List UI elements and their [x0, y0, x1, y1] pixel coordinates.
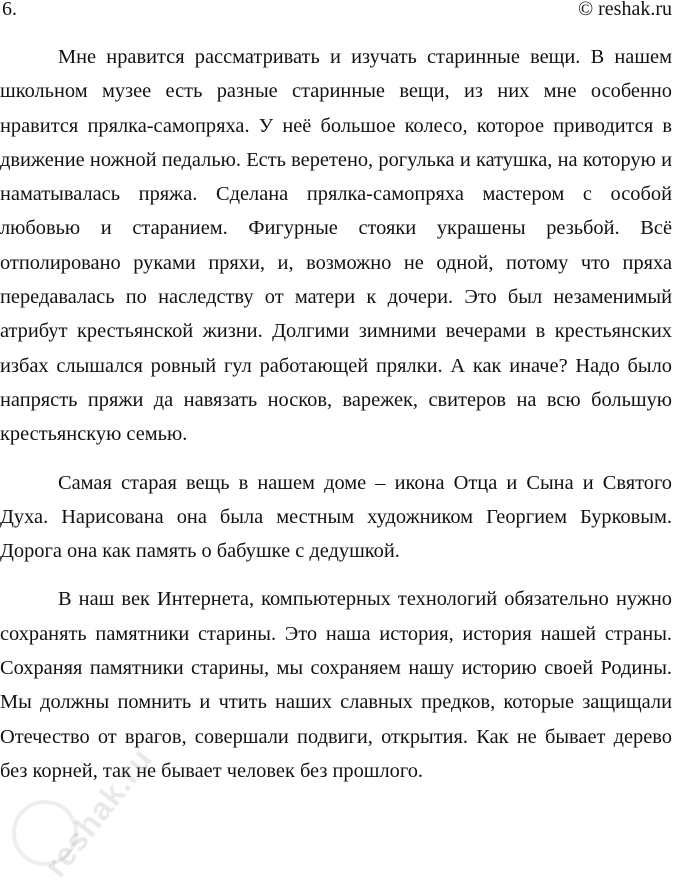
task-number: 6. — [2, 0, 17, 20]
paragraph-spinning-wheel: Мне нравится рассматривать и изучать старинные вещи. В нашем школьном музее есть разные старинные вещи, из них мне особенно нравится прялка-самопряха. У неё большое колесо, которое приводится в движение ножной педалью. Есть веретено, рогулька и катушка, на которую и наматывалась пряжа. Сделана прялка-самопряха мастером с особой любовью и старанием. Фигурные стояки украшены резьбой. Всё отполировано руками пряхи, и, возможно не одной, потому что пряха передавалась по наследству от матери к дочери. Это был незаменимый атрибут крестьянской жизни. Долгими зимними вечерами в крестьянских избах слышался ровный гул работающей прялки. А как иначе? Надо было напрясть пряжи да навязать носков, варежек, свитеров на всю большую крестьянскую семью. — [0, 46, 672, 446]
watermark-copyright-icon — [12, 800, 78, 866]
watermark-text: reshak.ru — [36, 740, 160, 884]
essay-text — [0, 40, 672, 802]
paragraph-heritage: В наш век Интернета, компьютерных технологий обязательно нужно сохранять памятники старины. Это наша история, история нашей страны. Сохраняя памятники старины, мы сохраняем нашу историю своей Родины. Мы должны помнить и чтить наших славных предков, которые защищали Отечество от врагов, совершали подвиги, открытия. Как не бывает дерево без корней, так не бывает человек без прошлого. — [0, 588, 672, 782]
paragraph-icon: Самая старая вещь в нашем доме – икона Отца и Сына и Святого Духа. Нарисована она была местным художником Георгием Бурковым. Дорога она как память о бабушке с дедушкой. — [0, 471, 672, 563]
page-header — [0, 0, 676, 26]
site-copyright: © reshak.ru — [577, 0, 672, 20]
